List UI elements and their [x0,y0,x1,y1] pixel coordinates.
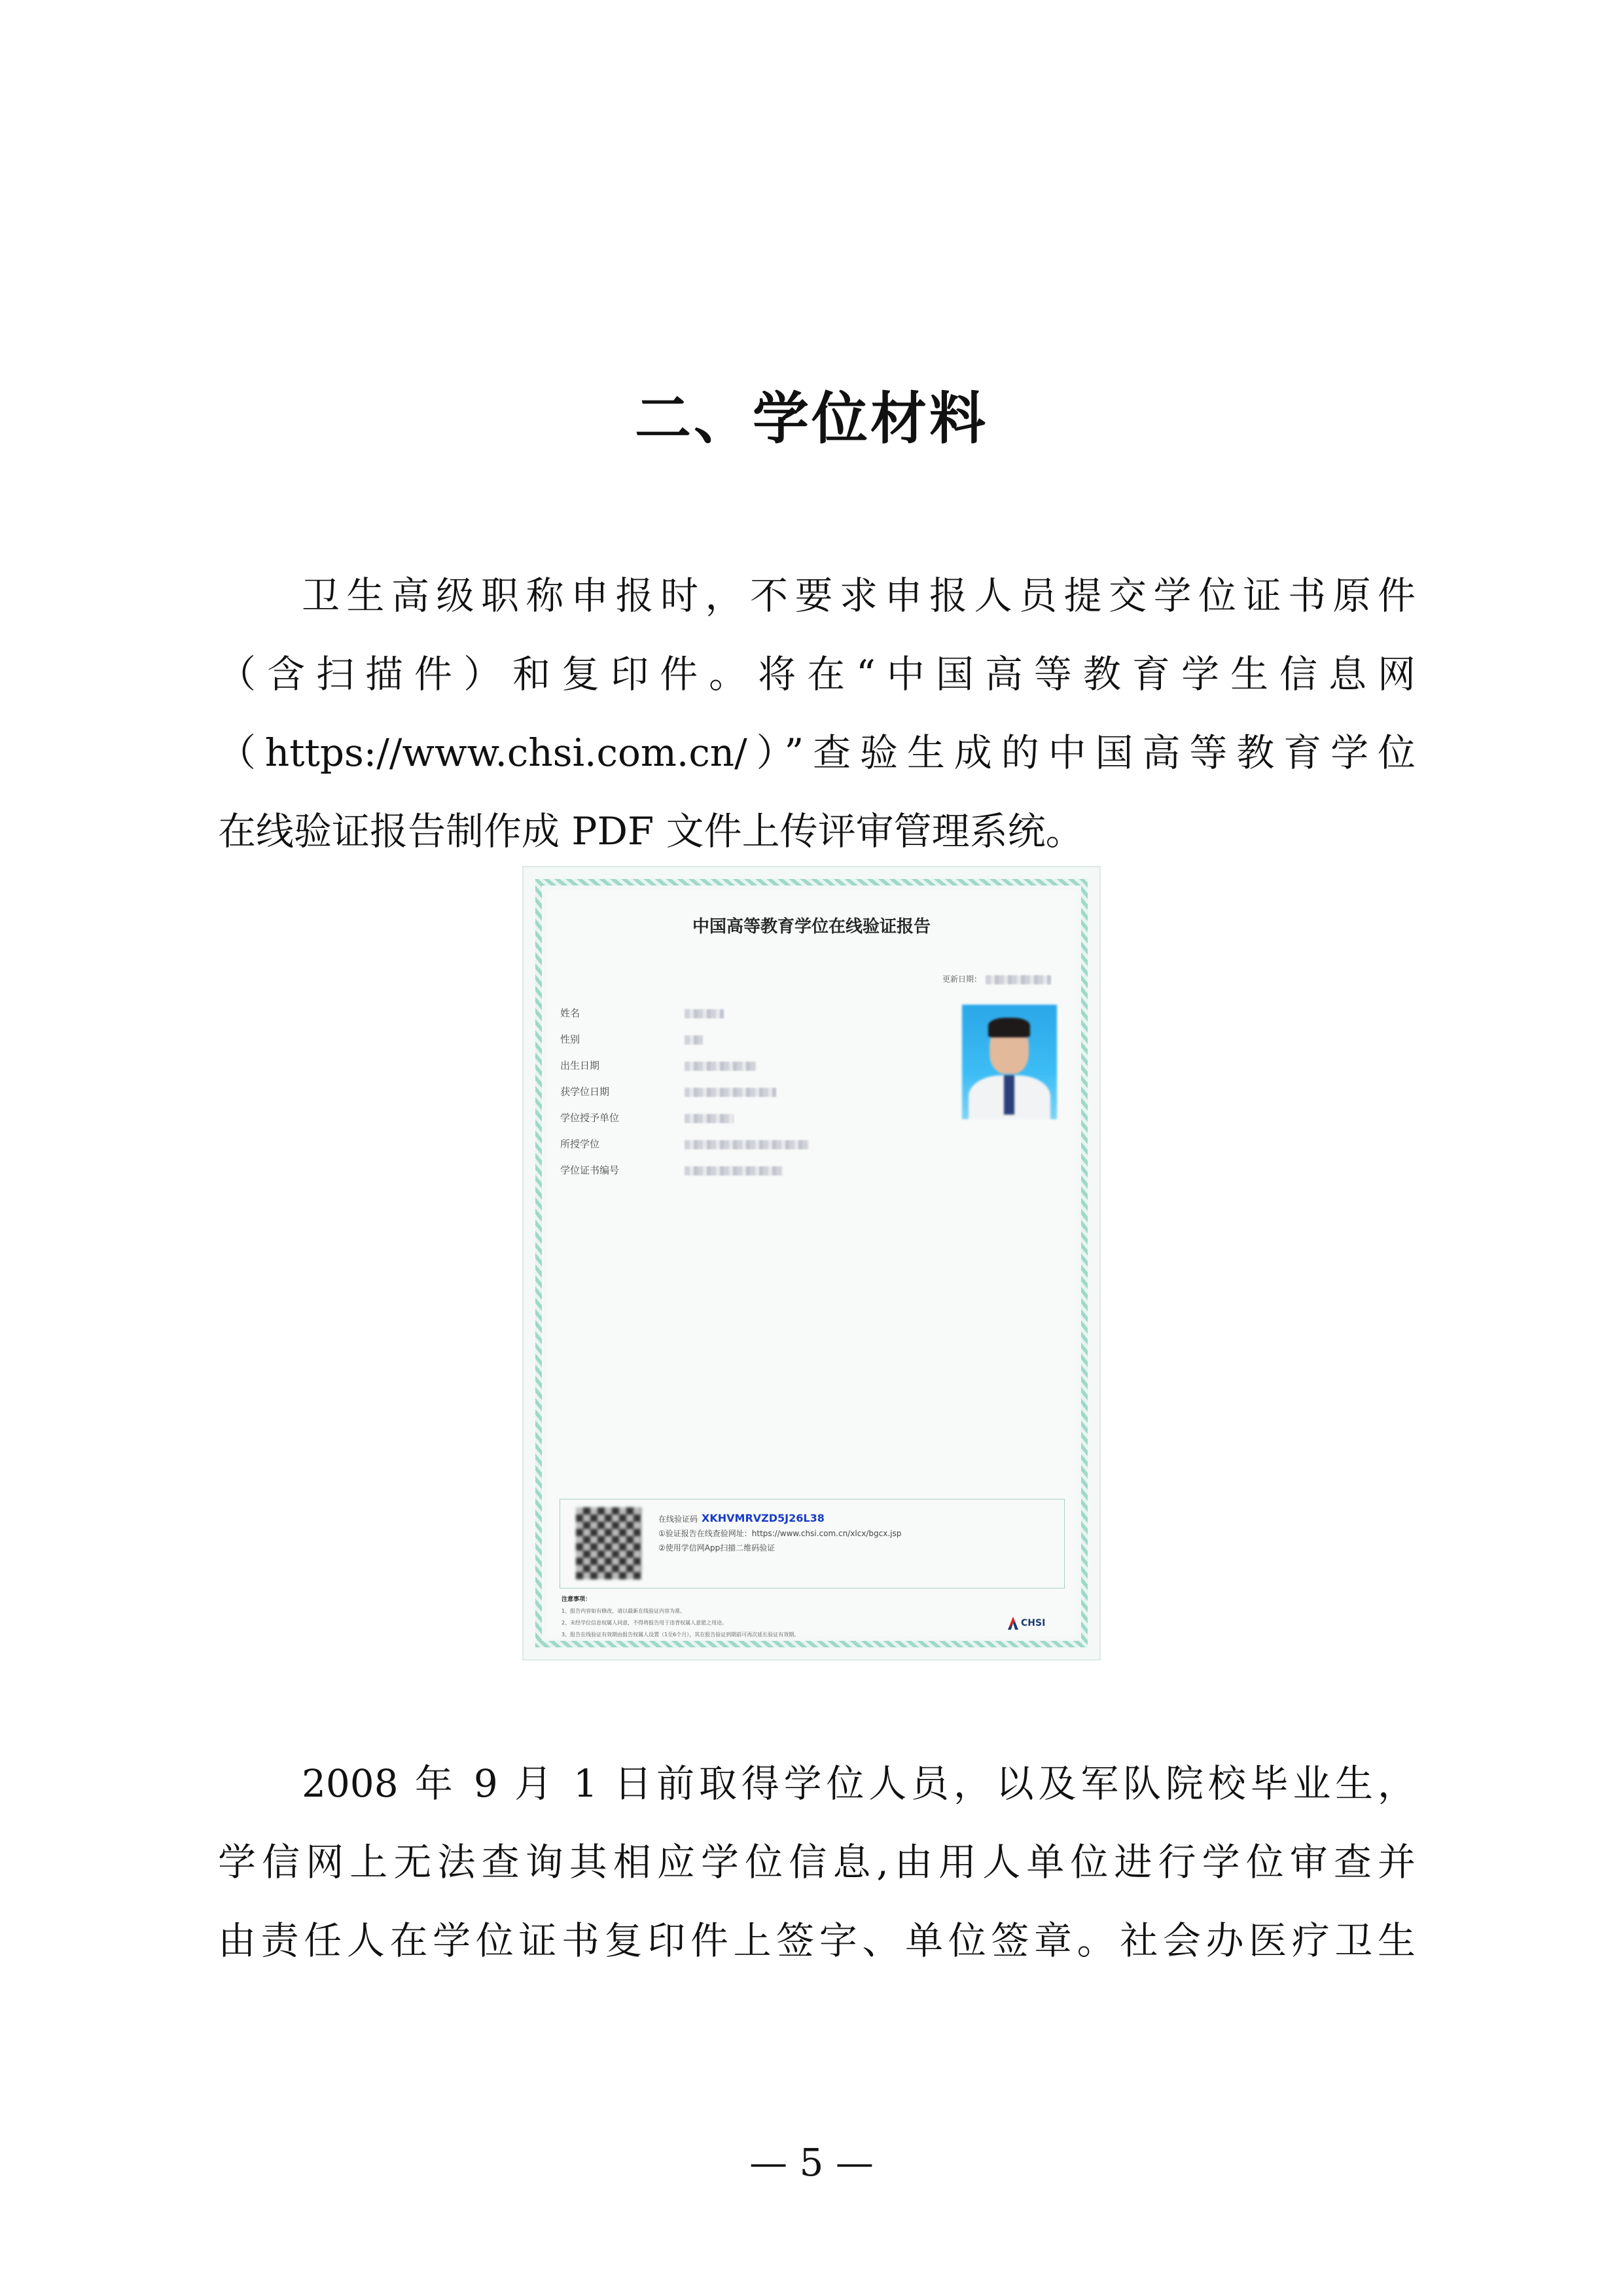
certificate-field [560,1085,809,1111]
certificate-fields [560,1006,809,1189]
redacted-value [685,1009,724,1018]
certificate-field [560,1058,809,1085]
verify-line: ①验证报告在线查验网址：https://www.chsi.com.cn/xlcx/bgcx.jsp [658,1529,902,1538]
paragraph-line: 由责任人在学位证书复印件上签字、单位签章。社会办医疗卫生 [218,1918,1416,1963]
certificate-notes [562,1594,993,1641]
verify-line: ②使用学信网App扫描二维码验证 [658,1543,776,1552]
redacted-value [685,1114,734,1123]
chsi-logo-icon [1008,1617,1018,1630]
redacted-value [685,1062,757,1071]
verify-code: XKHVMRVZD5J26L38 [702,1512,825,1524]
note-item: 3、报告在线验证有效期由报告权属人设置（1至6个月），其在报告验证到期前可再次延长验证有效期。 [562,1632,800,1638]
paragraph-pre-2008-rules [218,1744,1416,1980]
portrait-photo [962,1005,1057,1119]
verify-label: 在线验证码 [658,1515,698,1524]
paragraph-submission-rules [218,556,1416,870]
field-label: 性别 [560,1033,580,1045]
paragraph-line: （https://www.chsi.com.cn/）”查验生成的中国高等教育学位 [218,730,1416,775]
field-label: 学位证书编号 [560,1164,620,1176]
paragraph-line: 在线验证报告制作成 PDF 文件上传评审管理系统。 [218,809,1084,853]
certificate-date-label: 更新日期： [942,975,982,984]
degree-verification-report-image [524,867,1099,1659]
field-label: 出生日期 [560,1060,600,1071]
certificate-field [560,1111,809,1137]
certificate-field [560,1032,809,1058]
field-label: 所授学位 [560,1138,600,1150]
page-number: — 5 — [749,2140,874,2185]
field-label: 学位授予单位 [560,1112,620,1124]
redacted-value [685,1140,809,1149]
verification-box [560,1499,1065,1588]
paragraph-line: （含扫描件）和复印件。将在“中国高等教育学生信息网 [218,652,1416,696]
redacted-value [986,975,1051,984]
paragraph-line: 2008 年 9 月 1 日前取得学位人员，以及军队院校毕业生， [302,1761,1416,1806]
redacted-value [685,1035,703,1045]
chsi-logo [1008,1617,1045,1630]
note-item: 2、未经学位信息权属人同意，不得将报告用于违背权属人意愿之用途。 [562,1620,728,1626]
page-title: 二、学位材料 [635,386,988,452]
field-label: 获学位日期 [560,1086,610,1098]
certificate-date [942,973,1051,984]
certificate-field [560,1006,809,1032]
redacted-value [685,1166,783,1175]
notes-heading: 注意事项： [562,1596,592,1603]
verification-text [658,1511,901,1555]
qr-code-icon [576,1507,641,1579]
paragraph-line: 卫生高级职称申报时，不要求申报人员提交学位证书原件 [302,573,1416,618]
paragraph-line: 学信网上无法查询其相应学位信息,由用人单位进行学位审查并 [218,1840,1416,1884]
certificate-field [560,1163,809,1189]
photo-tie [1004,1075,1014,1115]
redacted-value [685,1088,776,1097]
chsi-logo-text: CHSI [1021,1618,1046,1628]
certificate-title: 中国高等教育学位在线验证报告 [692,917,931,937]
field-label: 姓名 [560,1007,580,1019]
photo-hair [988,1018,1030,1037]
certificate-field [560,1137,809,1163]
note-item: 1、报告内容如有修改，请以最新在线验证内容为准。 [562,1608,686,1614]
